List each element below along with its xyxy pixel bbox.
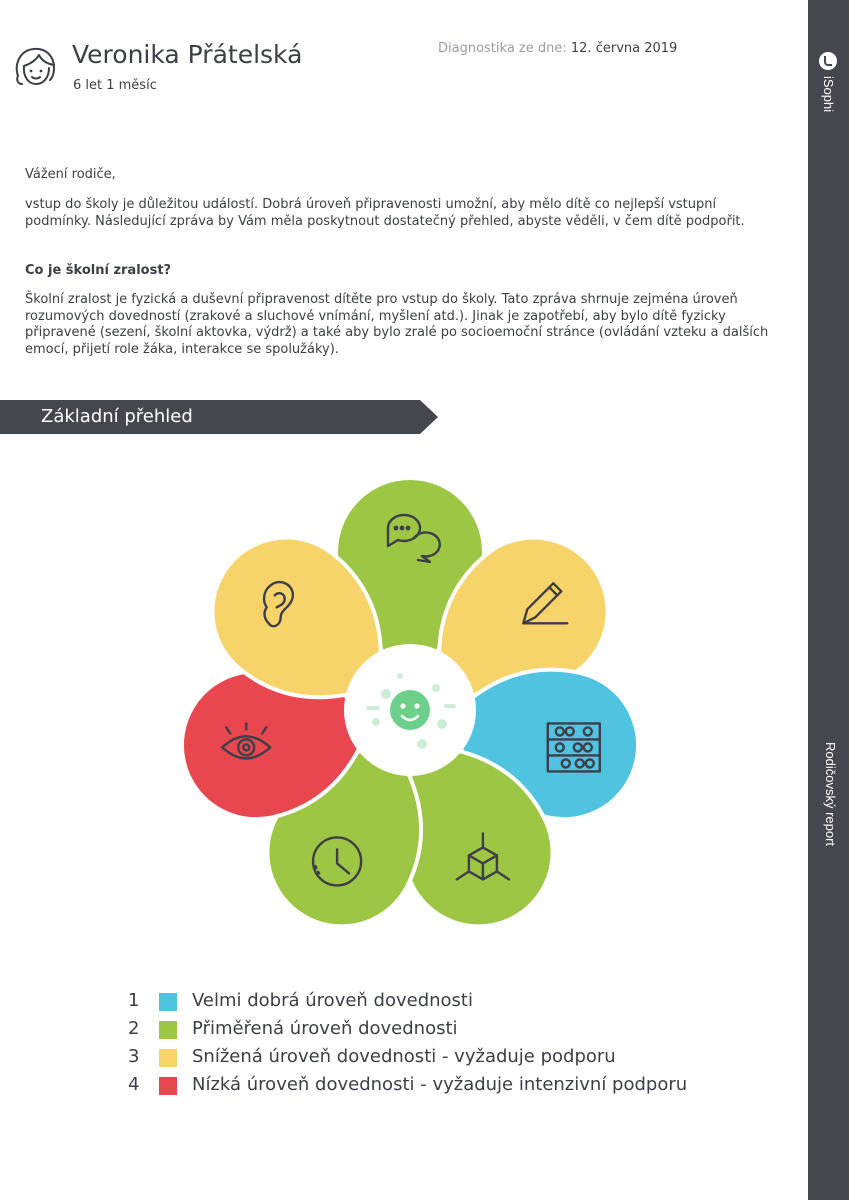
girl-face-icon: [12, 44, 60, 90]
legend-swatch: [159, 1049, 177, 1067]
legend-swatch: [159, 993, 177, 1011]
isophi-logo-icon: [819, 52, 837, 70]
report-type-label: Rodičovský report: [823, 742, 838, 847]
child-age: 6 let 1 měsíc: [73, 78, 157, 93]
diagnostic-date-value: 12. června 2019: [570, 41, 678, 56]
question-heading: Co je školní zralost?: [25, 263, 172, 278]
greeting: Vážení rodiče,: [25, 167, 116, 182]
legend-number: 4: [128, 1074, 140, 1095]
brand-name: iSophi: [821, 76, 836, 113]
intro-paragraph: vstup do školy je důležitou událostí. Dobrá úroveň připravenosti umožní, aby mělo dítě co nejlepší vstupní podmínky. Následující zpráva by Vám měla poskytnout dostatečný přehled, abyste věděli, v čem dítě podpořit.: [25, 197, 745, 229]
sidebar: [808, 0, 849, 1200]
legend-number: 3: [128, 1046, 140, 1067]
legend-swatch: [159, 1077, 177, 1095]
diagnostic-date: [438, 41, 677, 56]
legend-label: Velmi dobrá úroveň dovednosti: [192, 990, 473, 1011]
child-name: Veronika Přátelská: [72, 40, 303, 69]
legend-label: Přiměřená úroveň dovednosti: [192, 1018, 458, 1039]
legend-label: Snížená úroveň dovednosti - vyžaduje podporu: [192, 1046, 616, 1067]
diagnostic-date-label: Diagnostika ze dne:: [438, 41, 567, 56]
legend-swatch: [159, 1021, 177, 1039]
definition-paragraph: Školní zralost je fyzická a duševní připravenost dítěte pro vstup do školy. Tato zpráva shrnuje zejména úroveň rozumových dovedností (zrakové a sluchové vnímání, myšlení atd.). Jinak je zapotřebí, aby bylo dítě fyzicky připravené (sezení, školní aktovka, výdrž) a také aby bylo zralé po socioemoční stránce (ovládání vzteku a dalších emocí, přijetí role žáka, interakce se spolužáky).: [25, 292, 769, 357]
skills-flower: [160, 470, 660, 950]
legend-number: 1: [128, 990, 140, 1011]
brand: [808, 52, 849, 132]
legend-label: Nízká úroveň dovednosti - vyžaduje intenzivní podporu: [192, 1074, 688, 1095]
section-title: Základní přehled: [41, 406, 193, 427]
legend-number: 2: [128, 1018, 140, 1039]
